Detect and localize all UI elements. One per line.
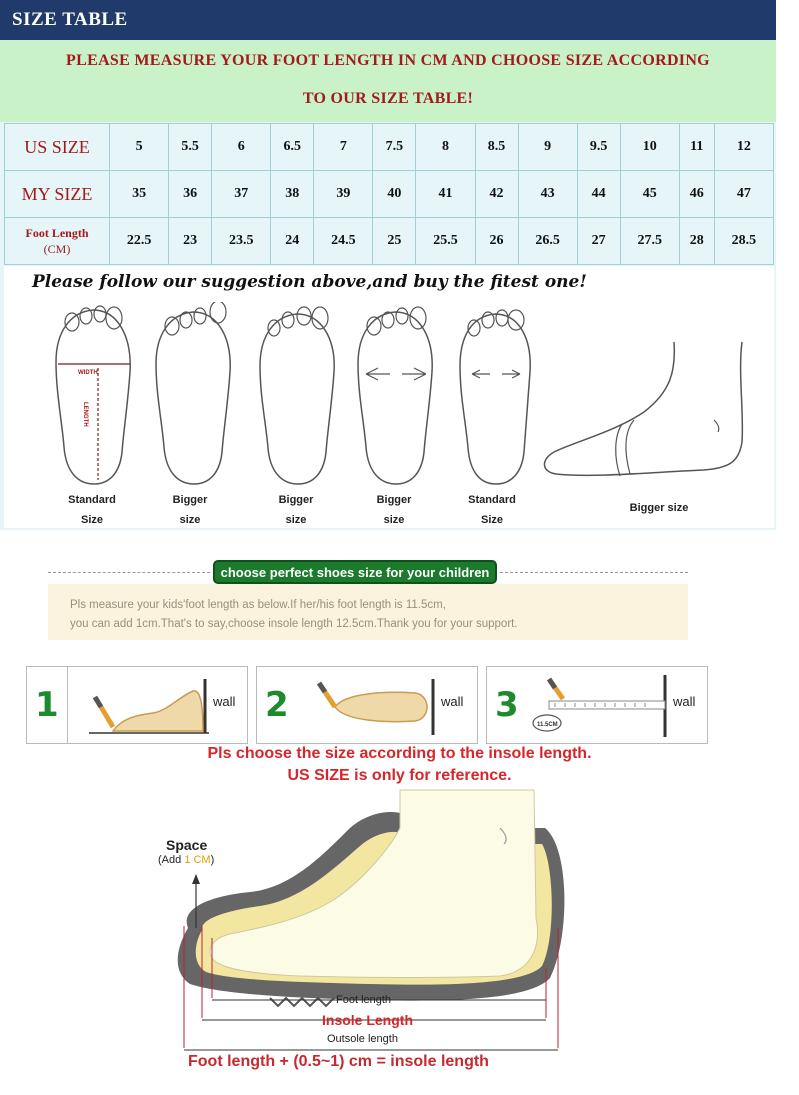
us-size-cell: 7.5 bbox=[373, 124, 416, 171]
us-size-cell: 5.5 bbox=[169, 124, 212, 171]
measure-step-1 bbox=[26, 666, 248, 744]
foot-length-cell: 23.5 bbox=[212, 218, 271, 265]
step-number: 2 bbox=[265, 685, 289, 725]
page-title: SIZE TABLE bbox=[12, 9, 128, 30]
foot-length-cell: 28.5 bbox=[714, 218, 773, 265]
my-size-header: MY SIZE bbox=[5, 171, 110, 218]
my-size-cell: 46 bbox=[679, 171, 714, 218]
length-label: LENGTH bbox=[82, 402, 88, 427]
space-add-prefix: (Add bbox=[158, 854, 182, 866]
us-size-cell: 10 bbox=[620, 124, 679, 171]
us-size-header: US SIZE bbox=[5, 124, 110, 171]
divider bbox=[500, 572, 688, 573]
us-size-cell: 9.5 bbox=[577, 124, 620, 171]
foot-length-cell: 26.5 bbox=[518, 218, 577, 265]
size-chart-panel bbox=[0, 0, 776, 530]
title-bar bbox=[0, 0, 776, 40]
suggestion-text: Please follow our suggestion above,and buy the fitest one! bbox=[32, 272, 587, 292]
divider bbox=[48, 572, 210, 573]
my-size-cell: 45 bbox=[620, 171, 679, 218]
foot-length-cell: 28 bbox=[679, 218, 714, 265]
ruler-mark-label: 11.5CM bbox=[537, 722, 558, 728]
measure-notice bbox=[0, 40, 776, 122]
us-size-cell: 5 bbox=[110, 124, 169, 171]
my-size-cell: 39 bbox=[314, 171, 373, 218]
step-number: 1 bbox=[35, 685, 59, 725]
us-size-cell: 8.5 bbox=[475, 124, 518, 171]
us-size-reference-note: US SIZE is only for reference. bbox=[287, 767, 512, 784]
kids-instructions bbox=[48, 584, 688, 640]
my-size-cell: 42 bbox=[475, 171, 518, 218]
space-add-note bbox=[158, 854, 214, 866]
foot-top-view-icon bbox=[305, 677, 441, 737]
my-size-cell: 36 bbox=[169, 171, 212, 218]
foot-length-cell: 25.5 bbox=[416, 218, 475, 265]
side-view-foot-icon bbox=[534, 302, 754, 488]
wall-label: wall bbox=[213, 694, 236, 709]
caption-bigger-size: Bigger size bbox=[278, 494, 314, 526]
foot-length-cell: 27.5 bbox=[620, 218, 679, 265]
foot-length-cell: 24.5 bbox=[314, 218, 373, 265]
wall-label: wall bbox=[673, 694, 696, 709]
caption-bigger-size-side: Bigger size bbox=[629, 502, 689, 514]
foot-length-cell: 23 bbox=[169, 218, 212, 265]
us-size-cell: 12 bbox=[714, 124, 773, 171]
standard-foot-measure-icon bbox=[48, 302, 138, 488]
us-size-cell: 9 bbox=[518, 124, 577, 171]
bigger-foot-icon bbox=[350, 302, 440, 488]
foot-length-label: Foot length bbox=[336, 994, 392, 1006]
my-size-cell: 35 bbox=[110, 171, 169, 218]
my-size-row bbox=[5, 171, 774, 218]
us-size-cell: 8 bbox=[416, 124, 475, 171]
my-size-cell: 37 bbox=[212, 171, 271, 218]
my-size-cell: 44 bbox=[577, 171, 620, 218]
size-table bbox=[4, 123, 774, 265]
foot-length-cell: 26 bbox=[475, 218, 518, 265]
insole-formula: Foot length + (0.5~1) cm = insole length bbox=[188, 1053, 489, 1070]
caption-bigger-size: Bigger size bbox=[376, 494, 412, 526]
standard-foot-icon bbox=[450, 302, 540, 488]
caption-standard-size: Standard Size bbox=[68, 494, 116, 526]
insole-length-label: Insole Length bbox=[322, 1012, 413, 1028]
insole-instruction: Pls choose the size according to the insole length. bbox=[207, 745, 592, 762]
kids-banner bbox=[213, 560, 497, 584]
space-label: Space bbox=[166, 837, 208, 853]
measure-step-3 bbox=[486, 666, 708, 744]
kids-banner-text: choose perfect shoes size for your children bbox=[220, 565, 490, 580]
kids-size-guide bbox=[0, 540, 799, 1095]
kids-line-2: you can add 1cm.That's to say,choose insole length 12.5cm.Thank you for your support. bbox=[70, 618, 518, 630]
wall-label: wall bbox=[441, 694, 464, 709]
measure-step-2 bbox=[256, 666, 478, 744]
foot-length-header-unit: (CM) bbox=[43, 242, 71, 256]
foot-length-cell: 25 bbox=[373, 218, 416, 265]
my-size-cell: 40 bbox=[373, 171, 416, 218]
foot-length-row bbox=[5, 218, 774, 265]
outsole-length-label: Outsole length bbox=[327, 1033, 398, 1045]
us-size-cell: 7 bbox=[314, 124, 373, 171]
us-size-cell: 11 bbox=[679, 124, 714, 171]
kids-line-1: Pls measure your kids'foot length as below.If her/his foot length is 11.5cm, bbox=[70, 599, 446, 611]
notice-line-2: TO OUR SIZE TABLE! bbox=[302, 90, 474, 107]
caption-bigger-size: Bigger size bbox=[172, 494, 208, 526]
notice-line-1: PLEASE MEASURE YOUR FOOT LENGTH IN CM AND CHOOSE SIZE ACCORDING bbox=[66, 52, 710, 69]
my-size-cell: 43 bbox=[518, 171, 577, 218]
foot-fit-illustrations bbox=[4, 266, 774, 528]
foot-length-cell: 22.5 bbox=[110, 218, 169, 265]
bigger-foot-icon bbox=[148, 302, 238, 488]
bigger-foot-icon bbox=[252, 302, 342, 488]
us-size-cell: 6.5 bbox=[271, 124, 314, 171]
my-size-cell: 41 bbox=[416, 171, 475, 218]
my-size-cell: 47 bbox=[714, 171, 773, 218]
us-size-row bbox=[5, 124, 774, 171]
step-number: 3 bbox=[495, 685, 519, 725]
foot-length-cell: 27 bbox=[577, 218, 620, 265]
space-add-value: 1 CM bbox=[184, 854, 211, 866]
foot-length-cell: 24 bbox=[271, 218, 314, 265]
foot-length-header bbox=[5, 218, 110, 265]
width-label: WIDTH bbox=[78, 370, 98, 376]
foot-length-header-text: Foot Length bbox=[25, 226, 89, 240]
foot-against-wall-icon bbox=[83, 677, 213, 737]
caption-standard-size: Standard Size bbox=[468, 494, 516, 526]
ruler-icon bbox=[529, 673, 671, 739]
space-add-suffix: ) bbox=[210, 854, 215, 866]
us-size-cell: 6 bbox=[212, 124, 271, 171]
my-size-cell: 38 bbox=[271, 171, 314, 218]
